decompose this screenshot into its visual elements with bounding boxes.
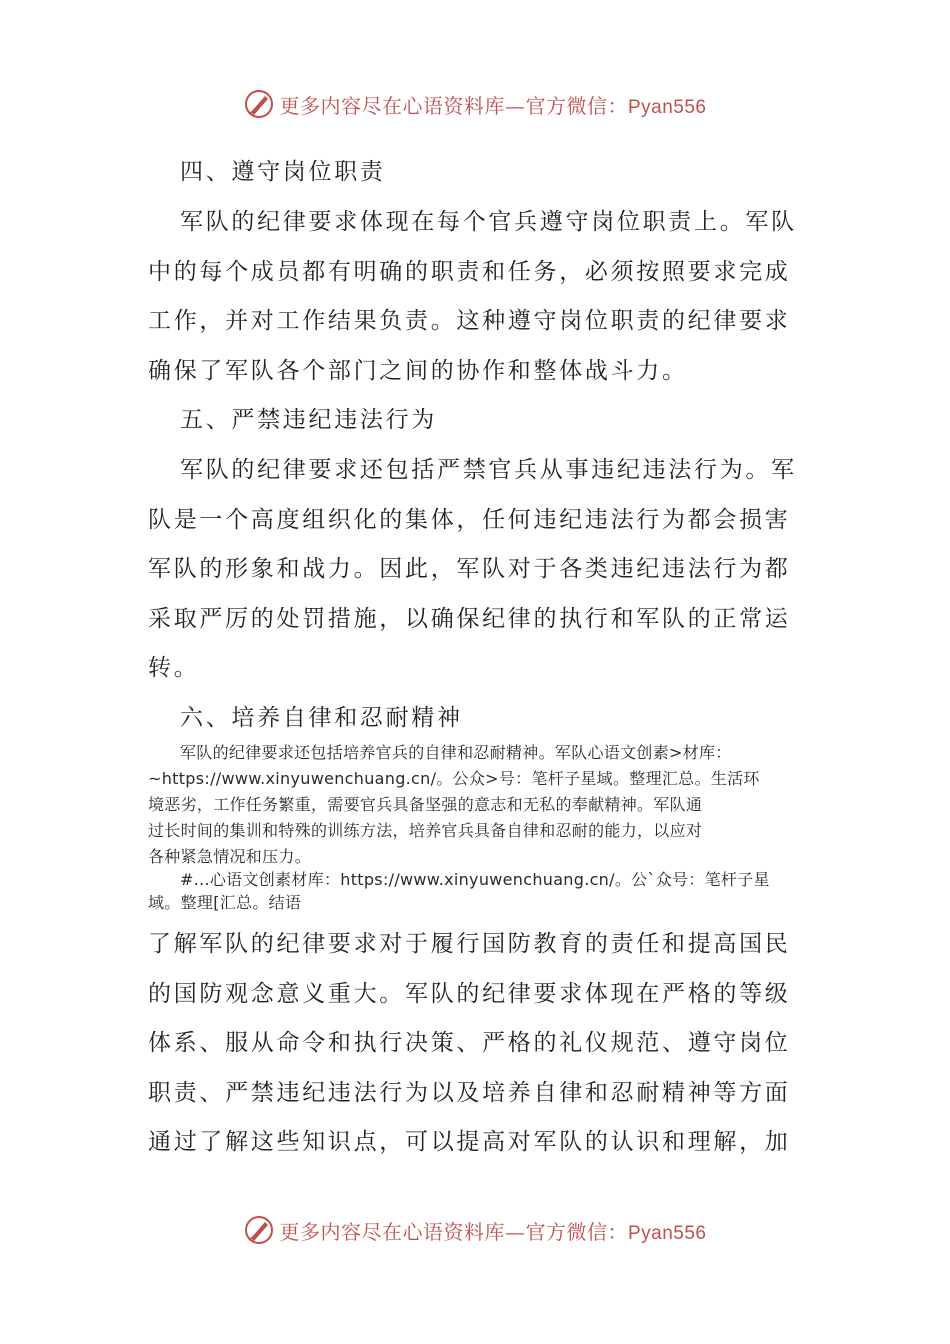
pen-logo-icon xyxy=(243,1214,275,1246)
paragraph-line: 通过了解这些知识点，可以提高对军队的认识和理解，加 xyxy=(148,1129,791,1155)
paragraph-line: 军队的纪律要求还包括严禁官兵从事违纪违法行为。军 xyxy=(180,457,797,483)
small-paragraph-line: ~https://www.xinyuwenchuang.cn/。公众>号：笔杆子星域。整理汇总。生活环 xyxy=(148,769,760,788)
section-heading-5: 五、严禁违纪违法行为 xyxy=(180,407,437,433)
small-paragraph-line: #...心语文创素材库：https://www.xinyuwenchuang.cn/。公`众号：笔杆子星 xyxy=(180,870,770,889)
small-paragraph-line: 过长时间的集训和特殊的训练方法，培养官兵具备自律和忍耐的能力，以应对 xyxy=(148,821,703,840)
paragraph-line: 采取严厉的处罚措施，以确保纪律的执行和军队的正常运 xyxy=(148,606,791,632)
pen-logo-icon xyxy=(243,88,275,120)
paragraph-line: 确保了军队各个部门之间的协作和整体战斗力。 xyxy=(148,358,688,384)
paragraph-line: 转。 xyxy=(148,655,200,681)
paragraph-line: 中的每个成员都有明确的职责和任务，必须按照要求完成 xyxy=(148,259,791,285)
section-heading-6: 六、培养自律和忍耐精神 xyxy=(180,705,463,731)
footer-banner xyxy=(0,1210,950,1250)
paragraph-line: 了解军队的纪律要求对于履行国防教育的责任和提高国民 xyxy=(148,931,791,957)
paragraph-line: 军队的纪律要求体现在每个官兵遵守岗位职责上。军队 xyxy=(180,209,797,235)
paragraph-line: 队是一个高度组织化的集体，任何违纪违法行为都会损害 xyxy=(148,507,791,533)
header-banner xyxy=(0,84,950,124)
small-paragraph-line: 域。整理[汇总。结语 xyxy=(148,893,302,912)
small-paragraph-line: 各种紧急情况和压力。 xyxy=(148,847,312,866)
paragraph-line: 体系、服从命令和执行决策、严格的礼仪规范、遵守岗位 xyxy=(148,1030,791,1056)
small-paragraph-line: 军队的纪律要求还包括培养官兵的自律和忍耐精神。军队心语文创素>材库： xyxy=(180,743,732,762)
banner-text: 更多内容尽在心语资料库—官方微信：Pyan556 xyxy=(279,93,707,118)
paragraph-line: 职责、严禁违纪违法行为以及培养自律和忍耐精神等方面 xyxy=(148,1080,791,1106)
small-paragraph-line: 境恶劣，工作任务繁重，需要官兵具备坚强的意志和无私的奉献精神。军队通 xyxy=(148,795,703,814)
paragraph-line: 工作，并对工作结果负责。这种遵守岗位职责的纪律要求 xyxy=(148,308,791,334)
paragraph-line: 的国防观念意义重大。军队的纪律要求体现在严格的等级 xyxy=(148,981,791,1007)
section-heading-4: 四、遵守岗位职责 xyxy=(180,159,386,185)
banner-text: 更多内容尽在心语资料库—官方微信：Pyan556 xyxy=(279,1219,707,1244)
paragraph-line: 军队的形象和战力。因此，军队对于各类违纪违法行为都 xyxy=(148,556,791,582)
